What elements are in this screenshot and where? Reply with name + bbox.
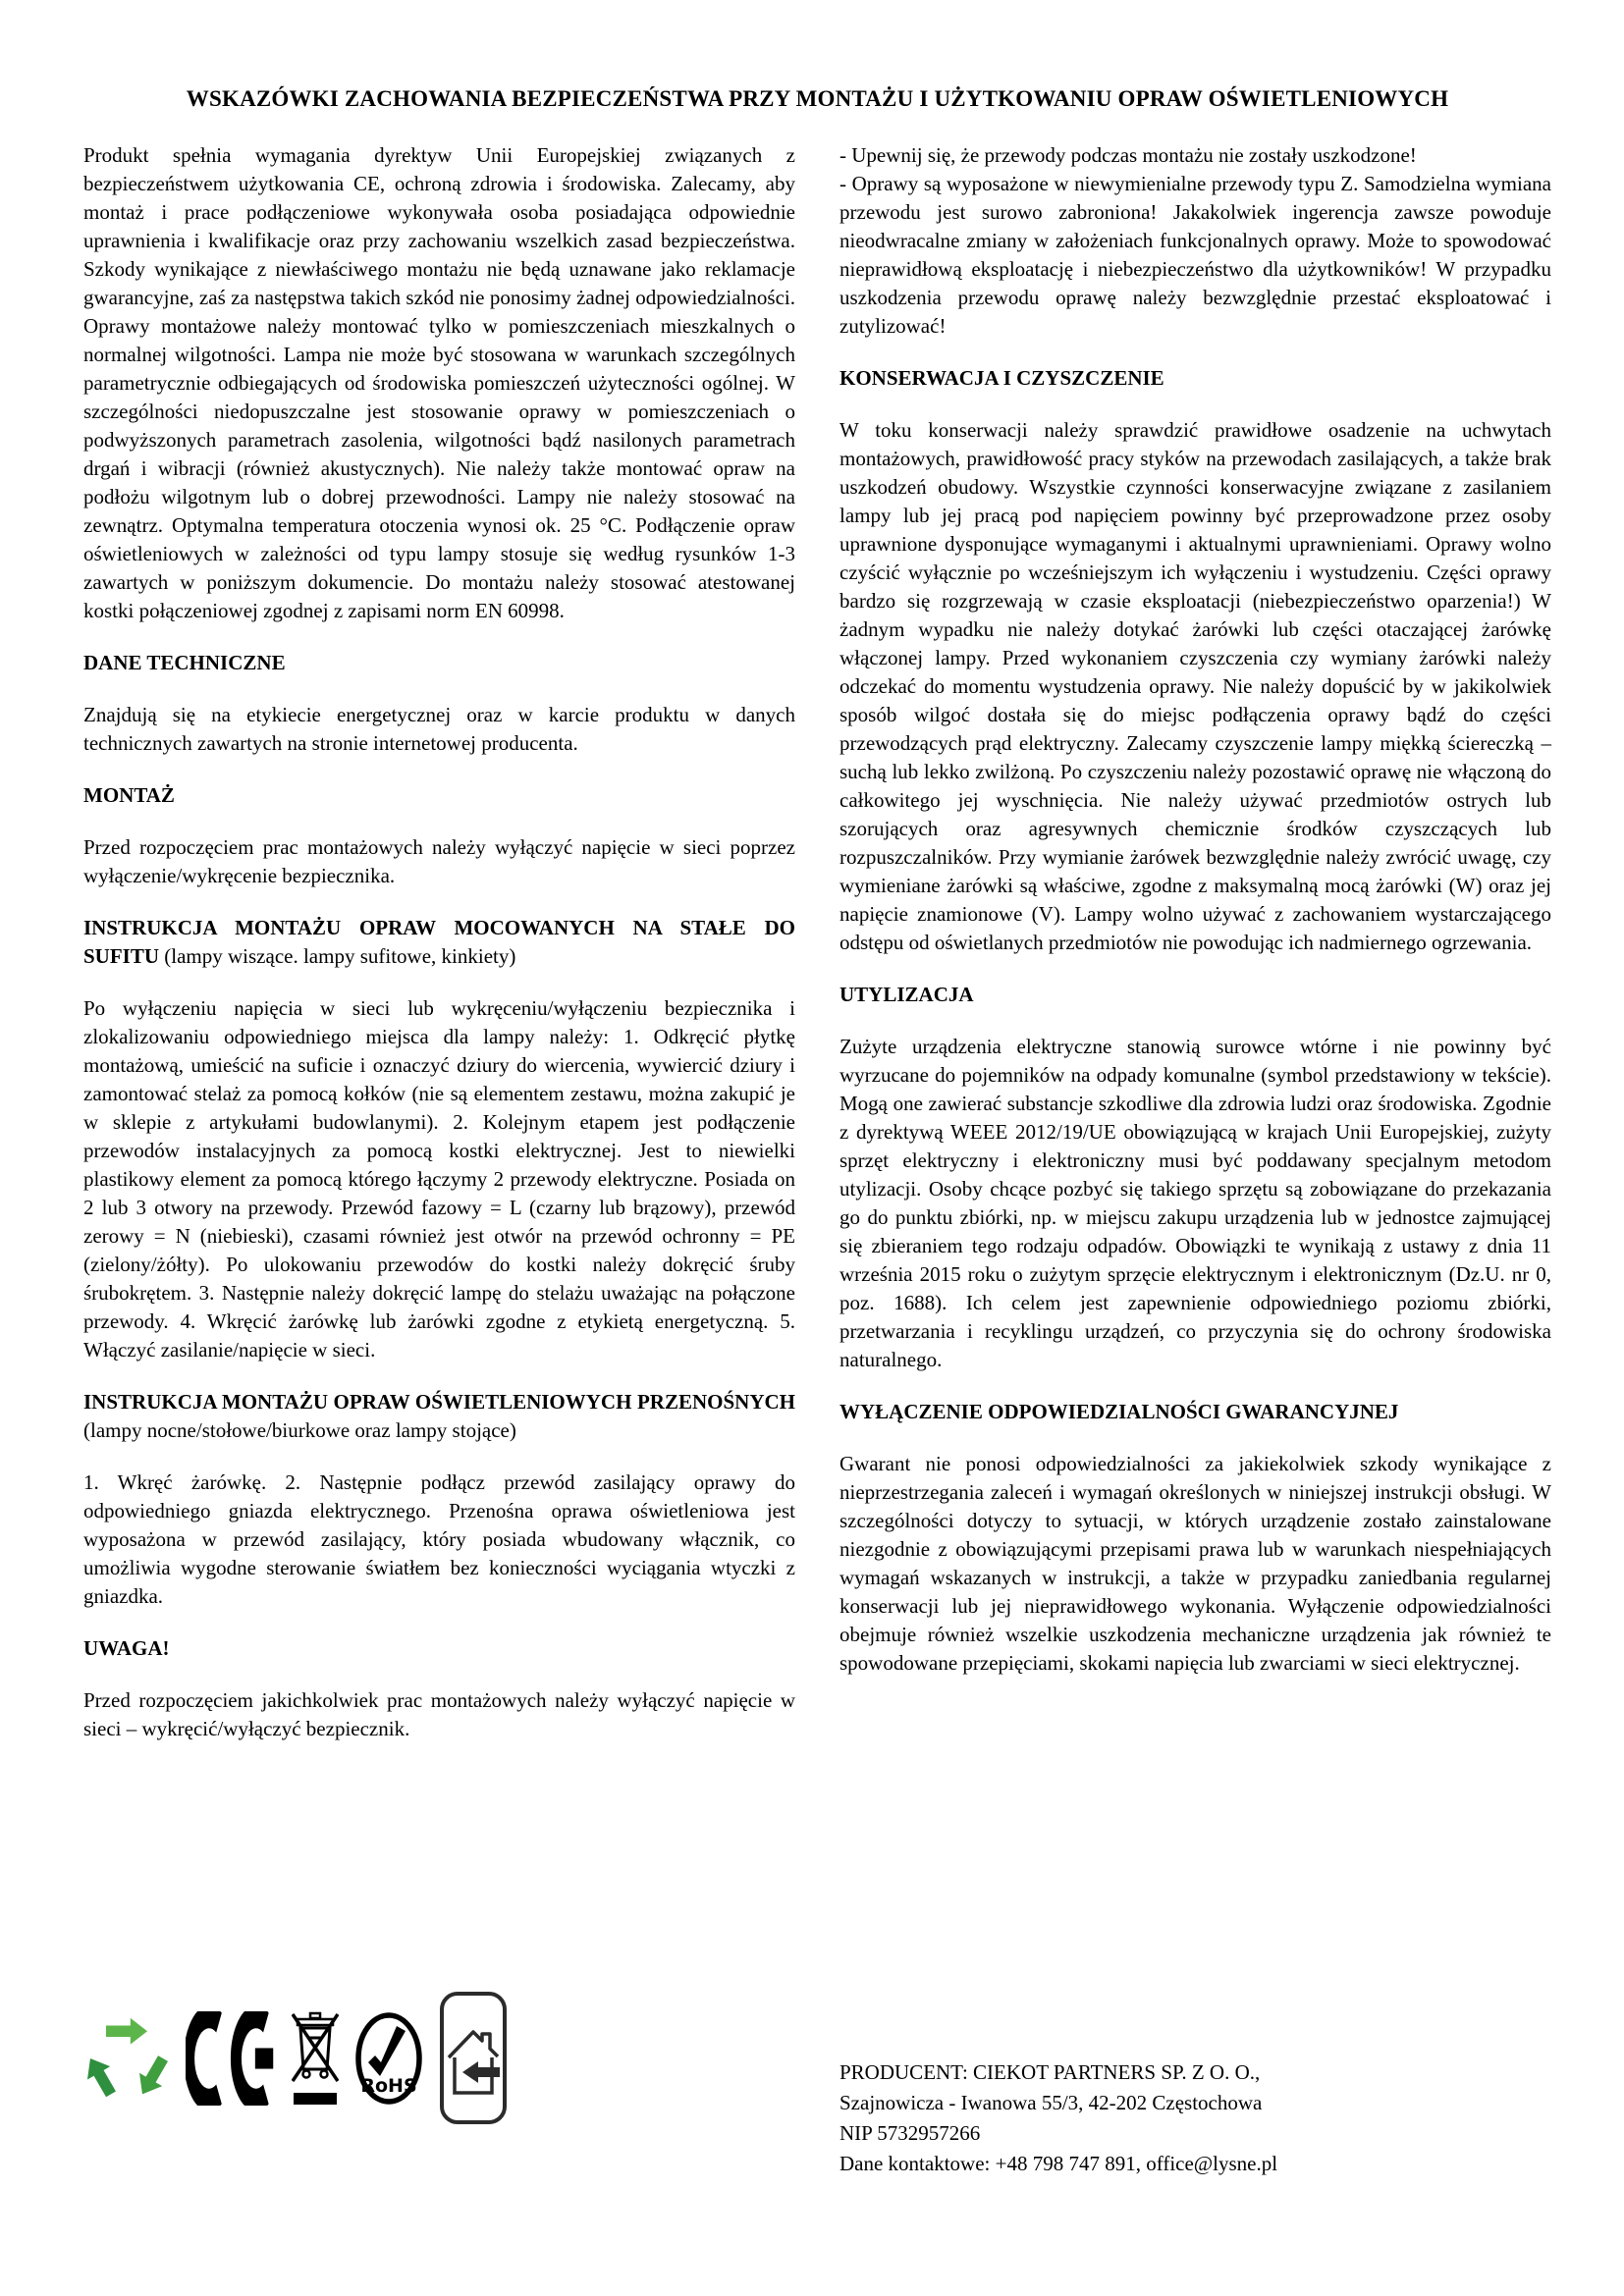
dane-techniczne-paragraph: Znajdują się na etykiecie energetycznej oraz w karcie produktu w danych technicznych zawartych na stronie internetowej producenta.	[83, 703, 795, 755]
heading-uwaga: UWAGA!	[83, 1636, 170, 1660]
recycling-icon	[83, 1999, 170, 2118]
heading-instrukcja-sufit-note: (lampy wiszące. lampy sufitowe, kinkiety)	[159, 944, 516, 968]
right-column	[839, 141, 1551, 1767]
left-column	[83, 141, 795, 1767]
ce-mark-icon	[186, 2011, 276, 2106]
konserwacja-paragraph: W toku konserwacji należy sprawdzić prawidłowe osadzenie na uchwytach montażowych, prawidłowość pracy styków na przewodach zasilających, a także brak uszkodzeń obudowy. Wszystkie czynności konserwacyjne związane z zasilaniem lampy lub jej pracą pod napięciem powinny być przeprowadzone przez osoby uprawnione dysponujące wymaganymi i aktualnymi uprawnieniami. Oprawy wolno czyścić wyłącznie po wcześniejszym ich wyłączeniu i wystudzeniu. Części oprawy bardzo się rozgrzewają w czasie eksploatacji (niebezpieczeństwo oparzenia!) W żadnym wypadku nie należy dotykać żarówki lub części otaczającej żarówkę włączonej lampy. Przed wykonaniem czyszczenia czy wymiany żarówki należy odczekać do momentu wystudzenia oprawy. Nie należy dopuścić by w jakikolwiek sposób wilgoć dostała się do miejsc podłączenia oprawy bądź do części przewodzących prąd elektryczny. Zalecamy czyszczenie lampy miękką ściereczką – suchą lub lekko zwilżoną. Po czyszczeniu należy pozostawić oprawę nie włączoną do całkowitego jej wyschnięcia. Nie należy używać przedmiotów ostrych lub szorujących oraz agresywnych chemicznie środków czyszczących lub rozpuszczalników. Przy wymianie żarówek bezwzględnie należy zwrócić uwagę, czy wymieniane żarówki są właściwe, zgodne z maksymalną mocą żarówki (W) oraz jej napięcie znamionowe (V). Lampy wolno używać z zachowaniem wystarczającego odstępu od oświetlanych przedmiotów nie powodując ich nadmiernego ogrzewania.	[839, 418, 1551, 954]
heading-instrukcja-przenosne-note: (lampy nocne/stołowe/biurkowe oraz lampy stojące)	[83, 1418, 516, 1442]
heading-montaz: MONTAŻ	[83, 783, 175, 807]
producer-info	[839, 2057, 1551, 2179]
uwaga-paragraph: Przed rozpoczęciem jakichkolwiek prac montażowych należy wyłączyć napięcie w sieci – wykręcić/wyłączyć bezpiecznik.	[83, 1688, 795, 1740]
producer-name-line: PRODUCENT: CIEKOT PARTNERS SP. Z O. O.,	[839, 2060, 1261, 2084]
heading-dane-techniczne: DANE TECHNICZNE	[83, 651, 286, 674]
bullet-item-2: - Oprawy są wyposażone w niewymienialne przewody typu Z. Samodzielna wymiana przewodu jest surowo zabroniona! Jakakolwiek ingerencja zawsze powoduje nieodwracalne zmiany w założeniach funkcjonalnych oprawy. Może to spowodować nieprawidłową eksploatację i niebezpieczeństwo dla użytkowników! W przypadku uszkodzenia przewodu oprawę należy bezwzględnie przestać eksploatować i zutylizować!	[839, 172, 1551, 338]
page-title: WSKAZÓWKI ZACHOWANIA BEZPIECZEŃSTWA PRZY MONTAŻU I UŻYTKOWANIU OPRAW OŚWIETLENIOWYCH	[186, 86, 1449, 111]
instrukcja-sufit-paragraph: Po wyłączeniu napięcia w sieci lub wykręceniu/wyłączeniu bezpiecznika i zlokalizowaniu odpowiedniego miejsca dla lampy należy: 1. Odkręcić płytkę montażową, umieścić na suficie i oznaczyć dziury do wiercenia, wywiercić dziury i zamontować stelaż za pomocą kołków (nie są elementem zestawu, można zakupić je w sklepie z artykułami budowlanymi). 2. Kolejnym etapem jest podłączenie przewodów instalacyjnych za pomocą kostki elektrycznej. Jest to niewielki plastikowy element za pomocą którego łączymy 2 przewody elektryczne. Posiada on 2 lub 3 otwory na przewody. Przewód fazowy = L (czarny lub brązowy), przewód zerowy = N (niebieski), czasami również jest otwór na przewód ochronny = PE (zielony/żółty). Po ulokowaniu przewodów do kostki należy dokręcić śruby śrubokrętem. 3. Następnie należy dokręcić lampę do stelażu uważając na połączone przewody. 4. Wkręcić żarówkę lub żarówki zgodne z etykietą energetyczną. 5. Włączyć zasilanie/napięcie w sieci.	[83, 996, 795, 1362]
heading-konserwacja: KONSERWACJA I CZYSZCZENIE	[839, 366, 1164, 390]
wylaczenie-paragraph: Gwarant nie ponosi odpowiedzialności za jakiekolwiek szkody wynikające z nieprzestrzegania zaleceń i wymagań określonych w niniejszej instrukcji obsługi. W szczególności dotyczy to sytuacji, w których urządzenie zostało zainstalowane niezgodnie z obowiązującymi przepisami prawa lub w warunkach niespełniających wymagań wskazanych w instrukcji, a także w przypadku zaniedbania regularnej konserwacji lub jej nieprawidłowego wykonania. Wyłączenie odpowiedzialności obejmuje również wszelkie uszkodzenia mechaniczne urządzenia jak również te spowodowane przepięciami, skokami napięcia lub zwarciami w sieci elektrycznej.	[839, 1452, 1551, 1675]
heading-wylaczenie-odpowiedzialnosci: WYŁĄCZENIE ODPOWIEDZIALNOŚCI GWARANCYJNEJ	[839, 1400, 1399, 1423]
intro-paragraph: Produkt spełnia wymagania dyrektyw Unii Europejskiej związanych z bezpieczeństwem użytkowania CE, ochroną zdrowia i środowiska. Zalecamy, aby montaż i prace podłączeniowe wykonywała osoba posiadająca odpowiednie uprawnienia i kwalifikacje oraz przy zachowaniu wszelkich zasad bezpieczeństwa. Szkody wynikające z niewłaściwego montażu nie będą uznawane jako reklamacje gwarancyjne, zaś za następstwa takich szkód nie ponosimy żadnej odpowiedzialności. Oprawy montażowe należy montować tylko w pomieszczeniach mieszkalnych o normalnej wilgotności. Lampa nie może być stosowana w warunkach szczególnych parametrycznie odbiegających od środowiska pomieszczeń użyteczności ogólnej. W szczególności niedopuszczalne jest stosowanie oprawy w pomieszczeniach o podwyższonych parametrach zasolenia, wilgotności bądź nasilonych parametrach drgań i wibracji (również akustycznych). Nie należy także montować opraw na podłożu wilgotnym lub o dobrej przewodności. Lampy nie należy stosować na zewnątrz. Optymalna temperatura otoczenia wynosi ok. 25 °C. Podłączenie opraw oświetleniowych w zależności od typu lampy stosuje się według rysunków 1-3 zawartych w poniższym dokumencie. Do montażu należy stosować atestowanej kostki połączeniowej zgodnej z zapisami norm EN 60998.	[83, 143, 795, 622]
producer-address-line: Szajnowicza - Iwanowa 55/3, 42-202 Częstochowa	[839, 2091, 1263, 2114]
rohs-label: RoHS	[360, 2074, 417, 2097]
bullet-item-1: - Upewnij się, że przewody podczas montażu nie zostały uszkodzone!	[839, 143, 1417, 167]
utylizacja-paragraph: Zużyte urządzenia elektryczne stanowią surowce wtórne i nie powinny być wyrzucane do pojemników na odpady komunalne (symbol przedstawiony w tekście). Mogą one zawierać substancje szkodliwe dla zdrowia ludzi oraz środowiska. Zgodnie z dyrektywą WEEE 2012/19/UE obowiązującą w krajach Unii Europejskiej, zużyty sprzęt elektryczny i elektroniczny musi być poddawany specjalnym metodom utylizacji. Osoby chcące pozbyć się takiego sprzętu są zobowiązane do przekazania go do punktu zbiórki, np. w miejscu zakupu urządzenia lub w jednostce zajmującej się zbieraniem tego rodzaju odpadów. Obowiązki te wynikają z ustawy z dnia 11 września 2015 roku o zużytym sprzęcie elektrycznym i elektronicznym (Dz.U. nr 0, poz. 1688). Ich celem jest zapewnienie odpowiedniego poziomu zbiórki, przetwarzania i recyklingu urządzeń, co przyczynia się do ochrony środowiska naturalnego.	[839, 1035, 1551, 1371]
heading-instrukcja-przenosne-bold: INSTRUKCJA MONTAŻU OPRAW OŚWIETLENIOWYCH PRZENOŚNYCH	[83, 1390, 795, 1414]
heading-instrukcja-przenosne	[83, 1388, 795, 1445]
heading-instrukcja-sufit-bold: INSTRUKCJA MONTAŻU OPRAW MOCOWANYCH NA STAŁE DO SUFITU	[83, 916, 795, 968]
certification-icons	[83, 1991, 795, 2125]
producer-contact-line: Dane kontaktowe: +48 798 747 891, office@lysne.pl	[839, 2152, 1278, 2175]
heading-utylizacja: UTYLIZACJA	[839, 983, 974, 1006]
producer-nip-line: NIP 5732957266	[839, 2121, 981, 2145]
weee-crossed-bin-icon	[292, 2008, 339, 2109]
montaz-paragraph: Przed rozpoczęciem prac montażowych należy wyłączyć napięcie w sieci poprzez wyłączenie/wykręcenie bezpiecznika.	[83, 835, 795, 887]
heading-instrukcja-sufit	[83, 914, 795, 971]
two-column-layout	[83, 141, 1551, 1767]
rohs-check-icon	[354, 2011, 423, 2106]
instrukcja-przenosne-paragraph: 1. Wkręć żarówkę. 2. Następnie podłącz przewód zasilający oprawy do odpowiedniego gniazda elektrycznego. Przenośna oprawa oświetleniowa jest wyposażona w przewód zasilający, który posiada wbudowany włącznik, co umożliwia wygodne sterowanie światłem bez konieczności wyciągania wtyczki z gniazdka.	[83, 1470, 795, 1608]
indoor-use-house-icon	[439, 1991, 508, 2125]
